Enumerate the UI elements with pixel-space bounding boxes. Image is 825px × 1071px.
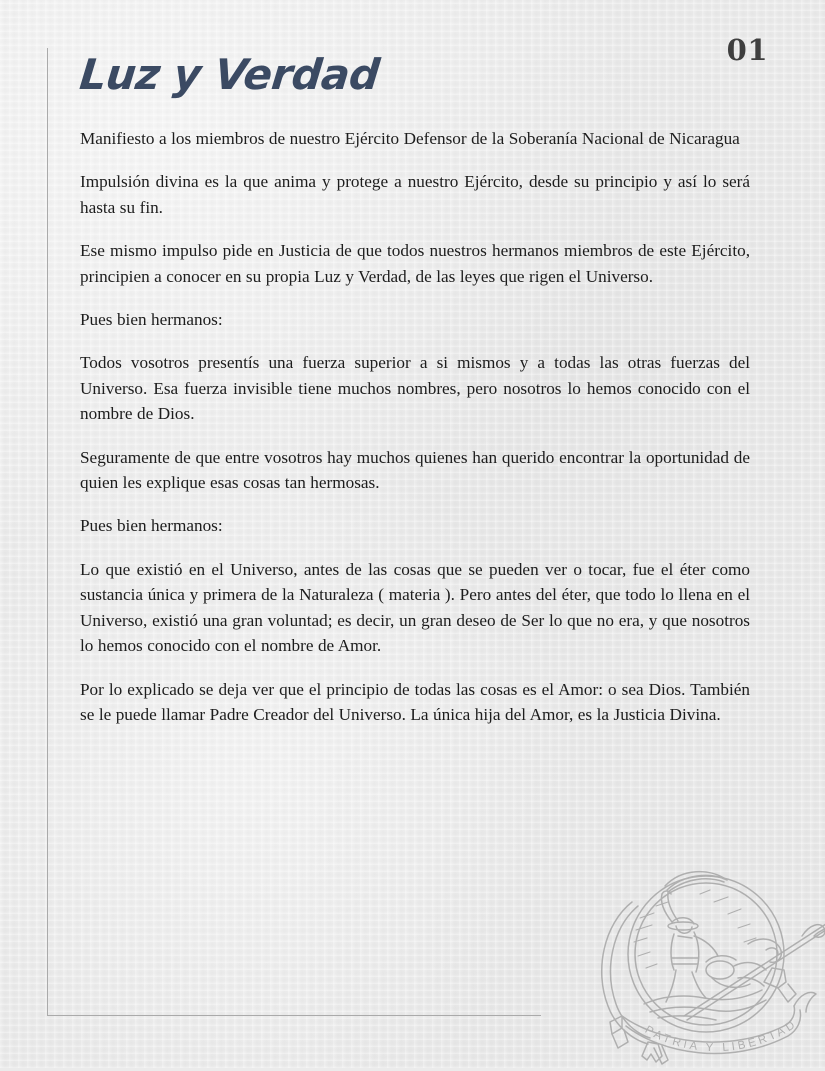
- paragraph: Seguramente de que entre vosotros hay muchos quienes han querido encontrar la oportunidad de quien les explique esas cosas tan hermosas.: [80, 447, 750, 493]
- paragraph: Manifiesto a los miembros de nuestro Ejército Defensor de la Soberanía Nacional de Nicaragua: [80, 129, 740, 148]
- paragraph: Pues bien hermanos:: [80, 516, 223, 536]
- paragraph: Pues bien hermanos:: [80, 310, 223, 330]
- paragraph: Lo que existió en el Universo, antes de las cosas que se pueden ver o tocar, fue el éter como sustancia única y primera de la Naturaleza ( materia ). Pero antes del éter, que todo lo llena en el Universo, existió una gran voluntad; es decir, un gran deseo de Ser lo que no era, y que nosotros lo hemos conocido con el nombre de Amor.: [80, 559, 750, 656]
- frame-rule-bottom: [47, 1015, 541, 1016]
- paragraph: Por lo explicado se deja ver que el principio de todas las cosas es el Amor: o sea Dios. También se le puede llamar Padre Creador del Universo. La única hija del Amor, es la Justicia Divina.: [80, 679, 750, 724]
- paragraph: Todos vosotros presentís una fuerza superior a si mismos y a todas las otras fuerzas del Universo. Esa fuerza invisible tiene muchos nombres, pero nosotros lo hemos conocido con el nombre de Dios.: [80, 353, 750, 424]
- sandino-seal-icon: [588, 866, 825, 1071]
- body-text-column: [80, 126, 750, 727]
- paragraph: Impulsión divina es la que anima y protege a nuestro Ejército, desde su principio y así lo será hasta su fin.: [80, 172, 750, 217]
- page-title: Luz y Verdad: [77, 50, 382, 99]
- paragraph: Ese mismo impulso pide en Justicia de que todos nuestros hermanos miembros de este Ejército, principien a conocer en su propia Luz y Verdad, de las leyes que rigen el Universo.: [80, 241, 750, 286]
- frame-rule-vertical: [47, 48, 48, 1016]
- seal-motto: PATRIA Y LIBERTAD: [642, 1017, 800, 1055]
- page-number: 01: [726, 33, 768, 67]
